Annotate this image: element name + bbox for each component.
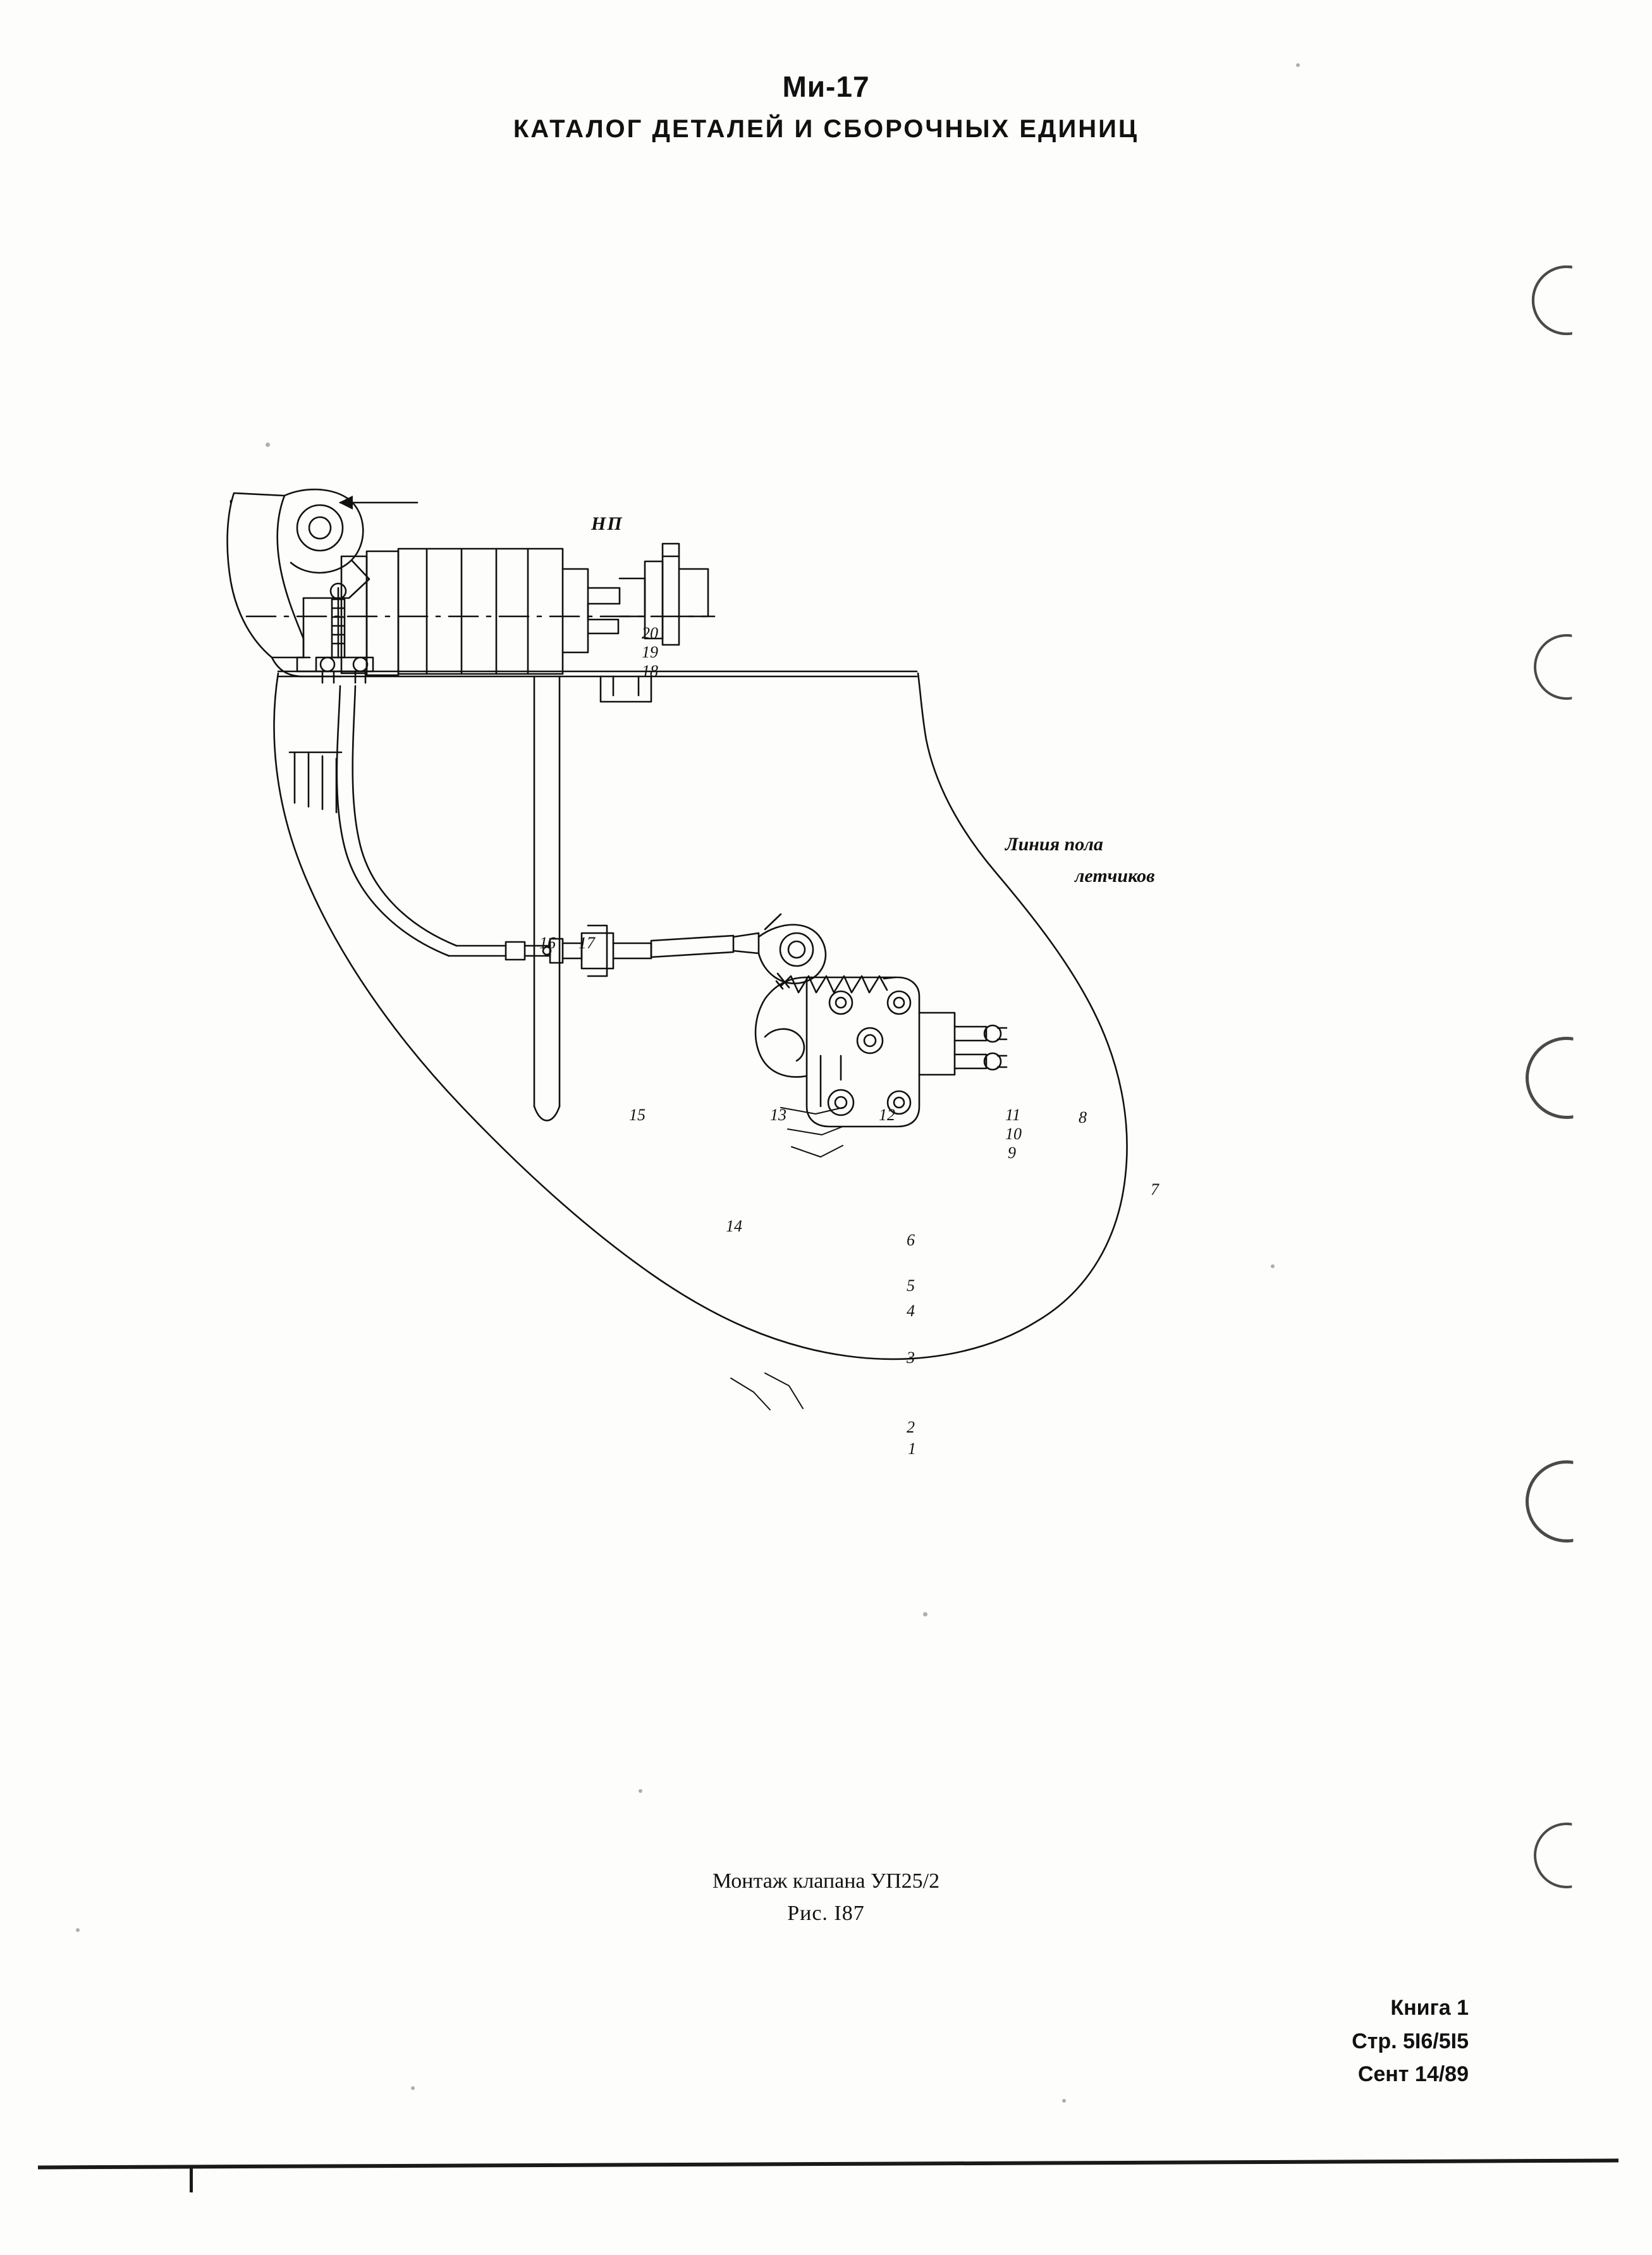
floor-line-label-1: Линия пола (1005, 834, 1103, 855)
scan-speck (266, 443, 270, 447)
scan-speck (411, 2086, 415, 2090)
scan-speck (1296, 63, 1300, 67)
callout-17: 17 (578, 934, 595, 952)
callout-1: 1 (908, 1439, 916, 1458)
scan-speck (1062, 2099, 1066, 2103)
catalog-subtitle: КАТАЛОГ ДЕТАЛЕЙ И СБОРОЧНЫХ ЕДИНИЦ (513, 115, 1139, 143)
scan-speck (76, 1928, 80, 1932)
technical-drawing (209, 468, 1391, 1543)
scan-speck (923, 1612, 927, 1616)
footer-pages: Стр. 5I6/5I5 (1352, 2029, 1469, 2053)
floor-line-label-2: летчиков (1075, 865, 1155, 886)
callout-12: 12 (879, 1106, 895, 1124)
direction-arrow-label: НП (591, 513, 623, 534)
callout-4: 4 (907, 1302, 915, 1320)
page-header (0, 70, 1652, 144)
callout-3: 3 (907, 1348, 915, 1367)
binder-punch-mark (1534, 634, 1600, 700)
callout-20: 20 (642, 624, 658, 642)
callout-16: 16 (539, 934, 556, 952)
binder-punch-mark (1532, 266, 1602, 336)
aircraft-model-title: Ми-17 (782, 70, 870, 103)
page-bottom-rule (38, 2159, 1618, 2170)
callout-8: 8 (1079, 1108, 1087, 1127)
callout-11: 11 (1005, 1106, 1021, 1124)
callout-9: 9 (1008, 1144, 1016, 1162)
figure-caption-title: Монтаж клапана УП25/2 (712, 1869, 940, 1893)
page-bottom-tick (190, 2167, 193, 2192)
callout-13: 13 (770, 1106, 786, 1124)
callout-2: 2 (907, 1418, 915, 1436)
binder-punch-mark (1526, 1037, 1608, 1119)
callout-15: 15 (629, 1106, 646, 1124)
callout-5: 5 (907, 1276, 915, 1295)
binder-punch-mark (1526, 1460, 1608, 1543)
direction-arrow-icon (339, 496, 417, 510)
footer-date: Сент 14/89 (1357, 2062, 1469, 2087)
callout-6: 6 (907, 1231, 915, 1249)
footer-book: Книга 1 (1390, 1996, 1469, 2020)
scan-speck (1271, 1264, 1275, 1268)
callout-7: 7 (1151, 1180, 1159, 1199)
figure-number: Рис. I87 (787, 1902, 865, 1925)
page-footer (1352, 1991, 1469, 2091)
callout-19: 19 (642, 643, 658, 661)
figure-caption (0, 1865, 1652, 1929)
callout-18: 18 (642, 662, 658, 680)
scan-speck (639, 1789, 642, 1793)
callout-10: 10 (1005, 1125, 1022, 1143)
callout-14: 14 (726, 1217, 742, 1235)
